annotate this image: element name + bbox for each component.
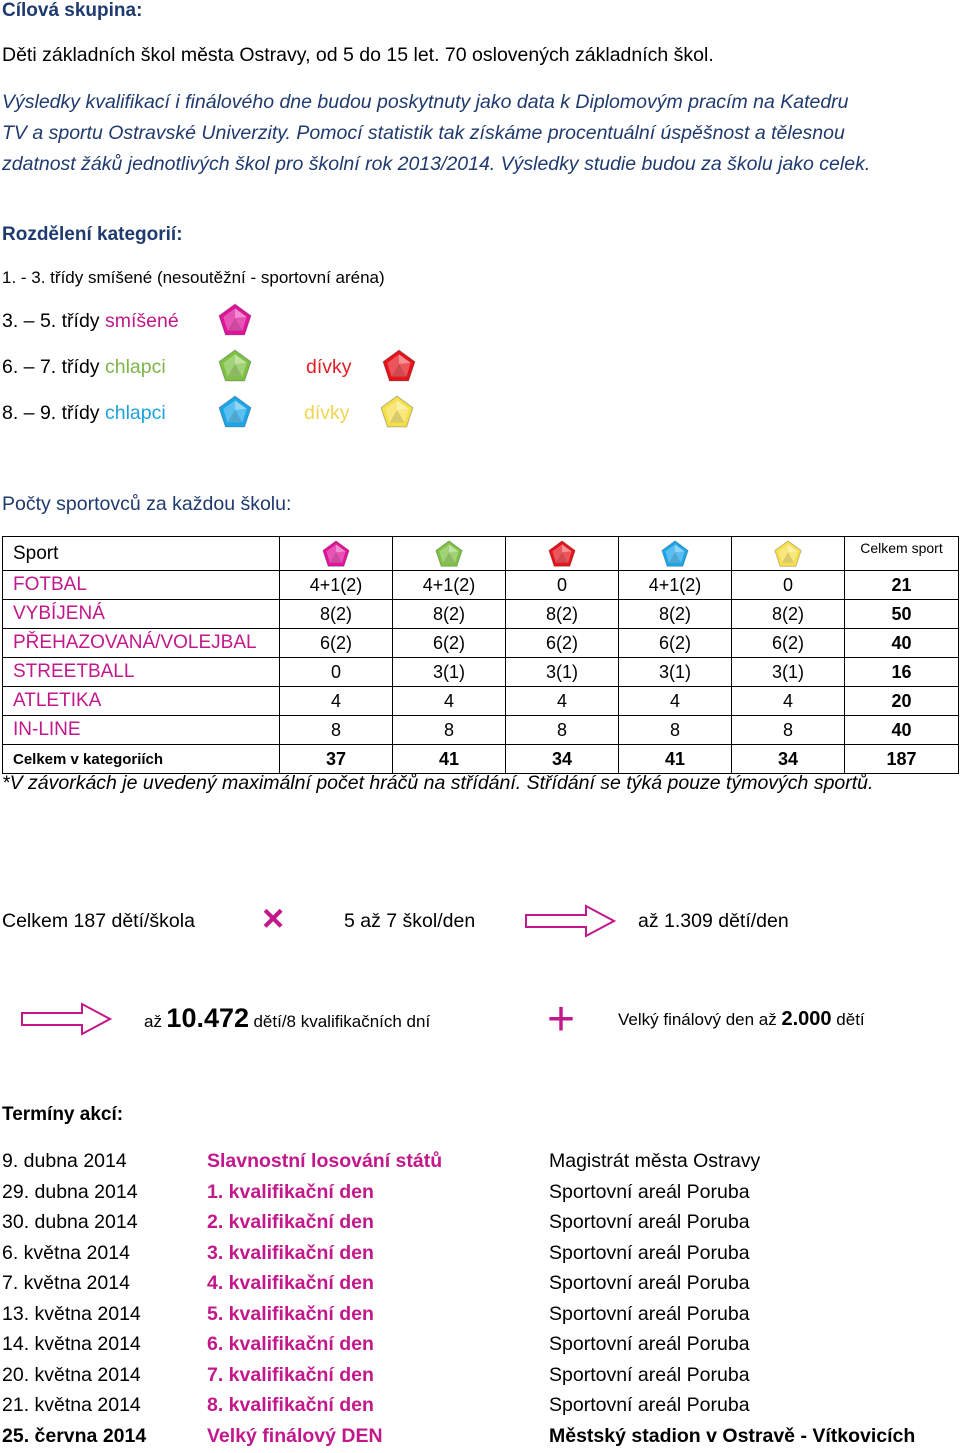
- sports-table: [2, 536, 959, 774]
- event-name: 7. kvalifikační den: [207, 1363, 374, 1386]
- table-row: [3, 629, 959, 658]
- category-mixed-label: smíšené: [104, 310, 179, 332]
- list-item: [2, 1150, 958, 1178]
- event-date: 6. května 2014: [2, 1241, 130, 1264]
- event-name: 5. kvalifikační den: [207, 1302, 374, 1325]
- category-header-cell: [732, 537, 845, 571]
- event-date: 30. dubna 2014: [2, 1211, 138, 1233]
- sport-total: 21: [845, 571, 959, 600]
- table-cell: 8: [506, 716, 619, 745]
- study-text-line3: zdatnost žáků jednotlivých škol pro školní rok 2013/2014. Výsledky studie budou za školu jako celek.: [2, 153, 871, 175]
- plus-icon: +: [547, 993, 576, 1046]
- table-sum-row: [3, 745, 959, 774]
- table-cell: 4: [506, 687, 619, 716]
- category-header-cell: [506, 537, 619, 571]
- event-date: 29. dubna 2014: [2, 1180, 138, 1203]
- table-cell: 8(2): [280, 600, 393, 629]
- event-name: Velký finálový DEN: [207, 1424, 383, 1447]
- blue-gem-icon: [661, 540, 689, 568]
- event-name: 1. kvalifikační den: [207, 1180, 374, 1203]
- table-cell: 4+1(2): [619, 571, 732, 600]
- table-cell: 8(2): [619, 600, 732, 629]
- table-cell: 8: [619, 716, 732, 745]
- category-prefix: 3. – 5. třídy: [2, 310, 100, 332]
- sum-cell: 34: [506, 745, 619, 774]
- event-date: 21. května 2014: [2, 1394, 141, 1416]
- final-suffix: dětí: [836, 1010, 865, 1029]
- category-girls-label: dívky: [306, 356, 352, 378]
- red-gem-icon: [548, 540, 576, 568]
- table-cell: 0: [280, 658, 393, 687]
- sport-name: VYBÍJENÁ: [3, 600, 280, 629]
- event-place: Magistrát města Ostravy: [549, 1150, 761, 1172]
- sum-cell: 34: [732, 745, 845, 774]
- yellow-gem-icon: [380, 395, 414, 434]
- sum-cell: 41: [619, 745, 732, 774]
- arrow-right-icon: [20, 1002, 112, 1036]
- calc-schools-per-day: 5 až 7 škol/den: [344, 910, 476, 932]
- list-item: [2, 1425, 958, 1453]
- list-item: [2, 1272, 958, 1300]
- table-cell: 3(1): [732, 658, 845, 687]
- table-cell: 3(1): [506, 658, 619, 687]
- table-row: [3, 571, 959, 600]
- category-header-cell: [619, 537, 732, 571]
- event-name: 2. kvalifikační den: [207, 1211, 374, 1233]
- yellow-gem-icon: [774, 540, 802, 568]
- sport-total: 16: [845, 658, 959, 687]
- final-day-total: [618, 1008, 865, 1031]
- event-place: Sportovní areál Poruba: [549, 1180, 750, 1203]
- category-row-6-7: [2, 356, 166, 379]
- event-date: 20. května 2014: [2, 1363, 141, 1386]
- category-boys-label: chlapci: [104, 356, 166, 378]
- event-place: Sportovní areál Poruba: [549, 1394, 750, 1416]
- list-item: [2, 1333, 958, 1361]
- qualification-total: [144, 1003, 430, 1034]
- list-item: [2, 1242, 958, 1270]
- event-date: 7. května 2014: [2, 1272, 130, 1294]
- sum-cell: 37: [280, 745, 393, 774]
- total-column-header: Celkem sport: [845, 537, 959, 571]
- list-item: [2, 1303, 958, 1331]
- green-gem-icon: [218, 349, 252, 388]
- calc-children-per-school: Celkem 187 dětí/škola: [2, 910, 195, 932]
- table-header-row: [3, 537, 959, 571]
- final-number: 2.000: [781, 1008, 832, 1030]
- magenta-gem-icon: [322, 540, 350, 568]
- event-place: Sportovní areál Poruba: [549, 1363, 750, 1386]
- blue-gem-icon: [218, 395, 252, 434]
- table-row: [3, 687, 959, 716]
- event-name: 6. kvalifikační den: [207, 1333, 374, 1355]
- red-gem-icon: [382, 349, 416, 388]
- times-icon: ×: [262, 898, 285, 940]
- event-name: 3. kvalifikační den: [207, 1241, 374, 1264]
- sport-name: STREETBALL: [3, 658, 280, 687]
- table-cell: 8(2): [506, 600, 619, 629]
- category-row-1-3: 1. - 3. třídy smíšené (nesoutěžní - sportovní aréna): [2, 268, 385, 287]
- table-cell: 8: [280, 716, 393, 745]
- table-cell: 6(2): [393, 629, 506, 658]
- sport-total: 40: [845, 716, 959, 745]
- category-row-8-9: [2, 402, 166, 425]
- event-place: Sportovní areál Poruba: [549, 1272, 750, 1294]
- arrow-right-icon: [524, 904, 616, 938]
- event-name: 8. kvalifikační den: [207, 1394, 374, 1416]
- category-header-cell: [280, 537, 393, 571]
- table-cell: 3(1): [619, 658, 732, 687]
- list-item: [2, 1211, 958, 1239]
- sport-name: FOTBAL: [3, 571, 280, 600]
- table-cell: 6(2): [619, 629, 732, 658]
- sport-total: 50: [845, 600, 959, 629]
- study-text-line1: Výsledky kvalifikací i finálového dne budou poskytnuty jako data k Diplomovým pracím na Katedru: [2, 91, 849, 113]
- category-prefix: 6. – 7. třídy: [2, 356, 100, 378]
- table-cell: 4+1(2): [393, 571, 506, 600]
- qualification-suffix: dětí/8 kvalifikačních dní: [253, 1012, 431, 1031]
- categories-heading: Rozdělení kategorií:: [2, 224, 183, 245]
- table-cell: 4: [732, 687, 845, 716]
- list-item: [2, 1394, 958, 1422]
- table-cell: 6(2): [280, 629, 393, 658]
- sport-total: 20: [845, 687, 959, 716]
- event-place: Městský stadion v Ostravě - Vítkovicích: [549, 1424, 916, 1447]
- study-text-line2: TV a sportu Ostravské Univerzity. Pomocí statistik tak získáme procentuální úspěšnost a tělesnou: [2, 122, 845, 144]
- counts-heading: Počty sportovců za každou školu:: [2, 493, 292, 515]
- category-prefix: 8. – 9. třídy: [2, 402, 100, 424]
- target-heading: Cílová skupina:: [2, 0, 143, 21]
- event-date: 13. května 2014: [2, 1302, 141, 1325]
- calc-children-per-day: až 1.309 dětí/den: [638, 910, 789, 932]
- table-note: *V závorkách je uvedený maximální počet hráčů na střídání. Střídání se týká pouze týmových sportů.: [2, 772, 874, 794]
- sport-column-header: Sport: [3, 537, 280, 571]
- table-cell: 4: [619, 687, 732, 716]
- category-header-cell: [393, 537, 506, 571]
- table-cell: 8(2): [393, 600, 506, 629]
- table-cell: 6(2): [732, 629, 845, 658]
- table-cell: 4+1(2): [280, 571, 393, 600]
- sport-total: 40: [845, 629, 959, 658]
- category-row-3-5: [2, 310, 179, 333]
- grand-total: 187: [845, 745, 959, 774]
- table-cell: 8: [732, 716, 845, 745]
- table-cell: 8: [393, 716, 506, 745]
- target-text: Děti základních škol města Ostravy, od 5 do 15 let. 70 oslovených základních škol.: [2, 44, 714, 66]
- list-item: [2, 1181, 958, 1209]
- table-row: [3, 600, 959, 629]
- event-date: 25. června 2014: [2, 1424, 147, 1447]
- event-date: 14. května 2014: [2, 1333, 141, 1355]
- magenta-gem-icon: [218, 303, 252, 342]
- qualification-number: 10.472: [166, 1003, 250, 1033]
- event-date: 9. dubna 2014: [2, 1150, 127, 1172]
- event-place: Sportovní areál Poruba: [549, 1302, 750, 1325]
- green-gem-icon: [435, 540, 463, 568]
- event-place: Sportovní areál Poruba: [549, 1211, 750, 1233]
- event-place: Sportovní areál Poruba: [549, 1241, 750, 1264]
- table-cell: 0: [732, 571, 845, 600]
- event-place: Sportovní areál Poruba: [549, 1333, 750, 1355]
- event-name: 4. kvalifikační den: [207, 1272, 374, 1294]
- category-girls-label: dívky: [304, 402, 350, 424]
- sport-name: IN-LINE: [3, 716, 280, 745]
- table-cell: 3(1): [393, 658, 506, 687]
- table-cell: 4: [280, 687, 393, 716]
- sport-name: ATLETIKA: [3, 687, 280, 716]
- category-boys-label: chlapci: [104, 402, 166, 424]
- list-item: [2, 1364, 958, 1392]
- dates-heading: Termíny akcí:: [2, 1104, 124, 1125]
- table-cell: 4: [393, 687, 506, 716]
- event-name: Slavnostní losování států: [207, 1150, 443, 1172]
- table-cell: 6(2): [506, 629, 619, 658]
- qualification-prefix: až: [144, 1012, 162, 1031]
- table-cell: 8(2): [732, 600, 845, 629]
- table-row: [3, 716, 959, 745]
- table-cell: 0: [506, 571, 619, 600]
- final-prefix: Velký finálový den až: [618, 1010, 777, 1029]
- sum-cell: 41: [393, 745, 506, 774]
- sport-name: PŘEHAZOVANÁ/VOLEJBAL: [3, 629, 280, 658]
- table-row: [3, 658, 959, 687]
- sum-label: Celkem v kategoriích: [3, 745, 280, 774]
